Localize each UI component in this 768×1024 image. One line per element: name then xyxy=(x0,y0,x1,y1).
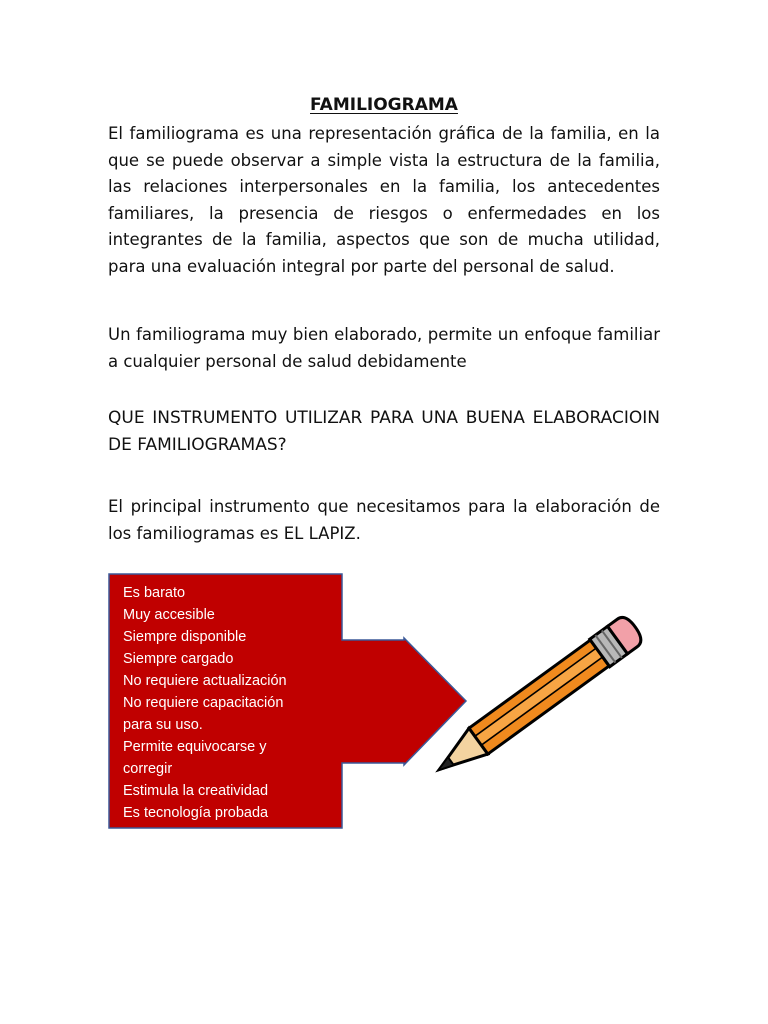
answer-paragraph: El principal instrumento que necesitamos para la elaboración de los familiogramas es EL LAPIZ. xyxy=(108,497,660,543)
document-title: FAMILIOGRAMA xyxy=(310,95,458,115)
feature-item: Muy accesible xyxy=(123,607,215,623)
pencil-icon xyxy=(405,605,665,795)
feature-item: corregir xyxy=(123,761,173,777)
feature-item: para su uso. xyxy=(123,717,203,733)
feature-item: Estimula la creatividad xyxy=(123,783,269,799)
intro-paragraph: El familiograma es una representación gráfica de la familia, en la que se puede observar a simple vista la estructura de la familia, las relaciones interpersonales en la familia, los antecedentes familiares, la presencia de riesgos o enfermedades en los integrantes de la familia, aspectos que son de mucha utilidad, para una evaluación integral por parte del personal de salud. xyxy=(108,124,660,276)
feature-item: No requiere capacitación xyxy=(123,695,284,711)
second-paragraph: Un familiograma muy bien elaborado, permite un enfoque familiar a cualquier personal de salud debidamente xyxy=(108,325,660,371)
feature-item: Siempre disponible xyxy=(123,629,247,645)
feature-item: Es barato xyxy=(123,585,186,601)
question-heading: QUE INSTRUMENTO UTILIZAR PARA UNA BUENA ELABORACIOIN DE FAMILIOGRAMAS? xyxy=(108,408,660,455)
feature-item: Siempre cargado xyxy=(123,651,234,667)
feature-item: Es tecnología probada xyxy=(123,805,269,821)
feature-item: No requiere actualización xyxy=(123,673,287,689)
feature-item: Permite equivocarse y xyxy=(123,739,267,755)
feature-list xyxy=(123,582,333,824)
